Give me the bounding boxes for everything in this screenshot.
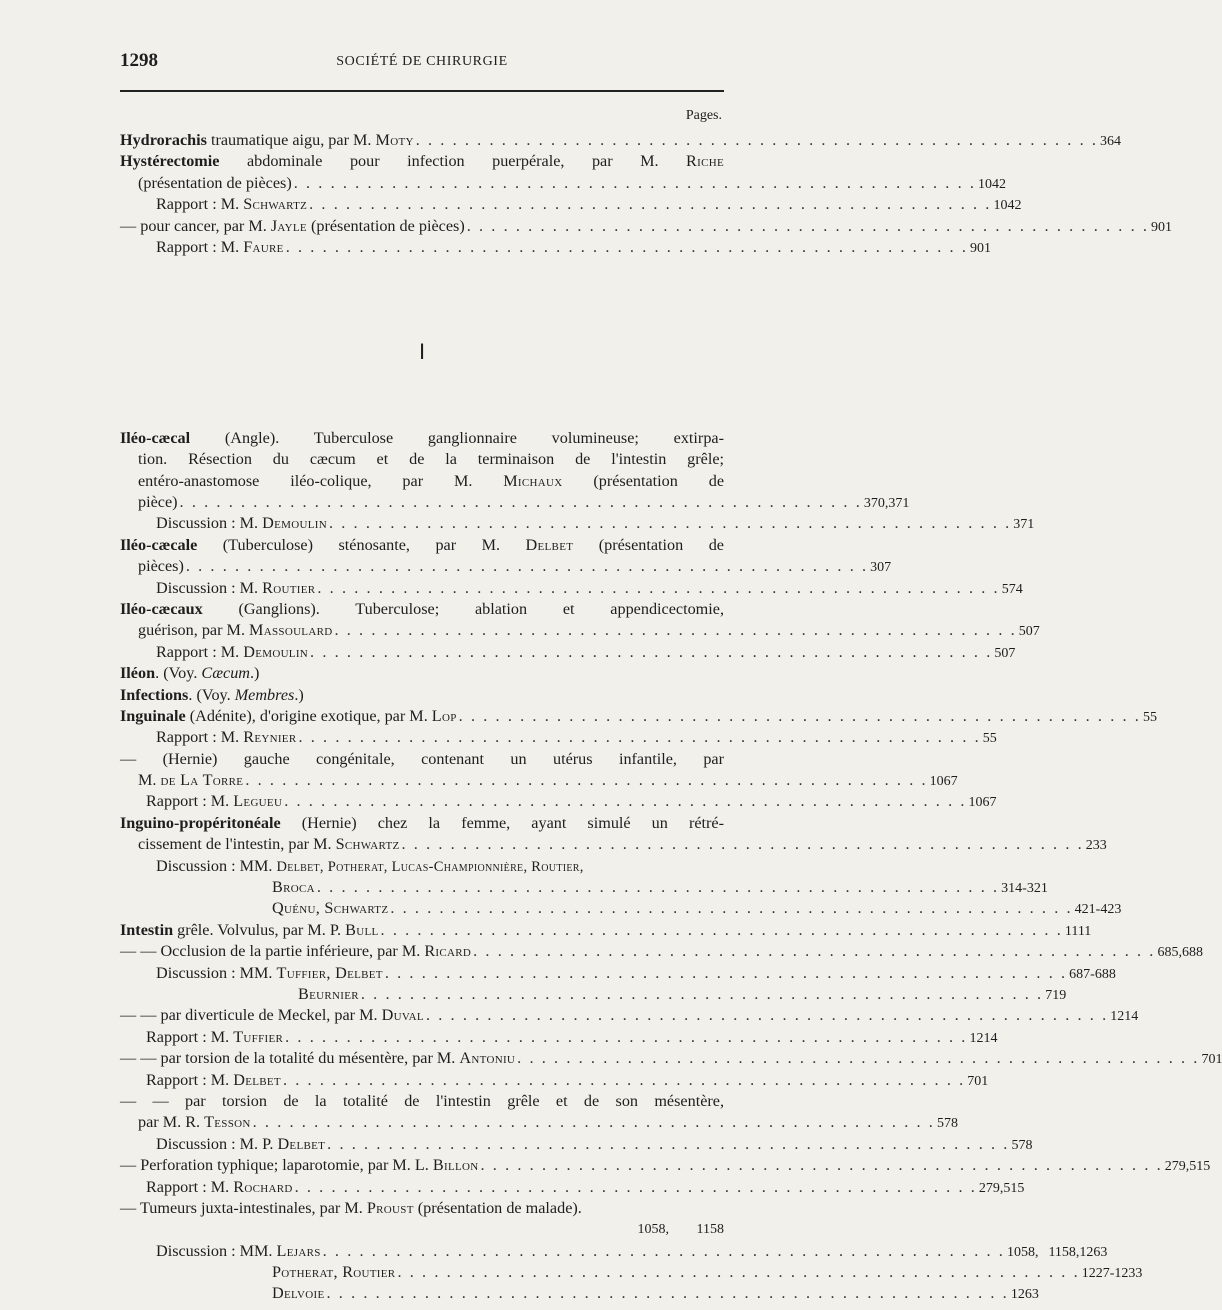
author-name: Delvoie [272, 1284, 325, 1303]
dot-leader: . . . . . . . . . . . . . . . . . . . . . . . . . . . . . . . . . . . . . . . . . . . . . . . . . . . . . . . . [293, 173, 977, 192]
index-entry-continued: pièces) . . . . . . . . . . . . . . . . . . . . . . . . . . . . . . . . . . . . . . . . . . . . . . . . . . . . . . . . 307 [120, 556, 724, 577]
author-name: Beurnier [298, 985, 359, 1003]
dot-leader: . . . . . . . . . . . . . . . . . . . . . . . . . . . . . . . . . . . . . . . . . . . . . . . . . . . . . . . . [397, 1263, 1080, 1282]
author-name: Moty [375, 131, 414, 149]
page-ref: 688 [1094, 966, 1116, 982]
author-name: Antoniu [459, 1049, 516, 1068]
page-ref: 233 [1085, 838, 1107, 854]
dot-leader: . . . . . . . . . . . . . . . . . . . . . . . . . . . . . . . . . . . . . . . . . . . . . . . . . . . . . . . . [517, 1049, 1200, 1068]
author-name: Rochard [233, 1177, 293, 1196]
author-name: Broca [272, 878, 315, 897]
page-ref: 371 [1013, 517, 1035, 533]
author-name: Reynier [243, 728, 297, 747]
index-subentry: — — par torsion de la totalité de l'intestin grêle et de son mésentère, [120, 1091, 724, 1110]
page-ref: 574 [1001, 581, 1023, 597]
page-ref: 371 [888, 496, 910, 512]
dot-leader: . . . . . . . . . . . . . . . . . . . . . . . . . . . . . . . . . . . . . . . . . . . . . . . . . . . . . . . . [294, 1177, 977, 1196]
index-subentry: — pour cancer, par M. Jayle (présentation de pièces) . . . . . . . . . . . . . . . . . . . . . . . . . . . . . . . . . . . . . . . . . . . . . . . . . . . . . . . . 901 [120, 216, 724, 237]
index-subentry: Rapport : M. Tuffier . . . . . . . . . . . . . . . . . . . . . . . . . . . . . . . . . . . . . . . . . . . . . . . . . . . . . . . . 1214 [120, 1027, 724, 1048]
index-subentry: — Tumeurs juxta-intestinales, par M. Proust (présentation de malade). [120, 1198, 582, 1217]
section-gap [120, 371, 724, 428]
author-name: Lejars [276, 1241, 321, 1260]
author-name: Schwartz [243, 195, 308, 214]
dot-leader: . . . . . . . . . . . . . . . . . . . . . . . . . . . . . . . . . . . . . . . . . . . . . . . . . . . . . . . . [466, 216, 1150, 235]
page-ref: 55 [982, 731, 997, 747]
dot-leader: . . . . . . . . . . . . . . . . . . . . . . . . . . . . . . . . . . . . . . . . . . . . . . . . . . . . . . . . [415, 131, 1099, 149]
index-subentry: Rapport : M. Legueu . . . . . . . . . . . . . . . . . . . . . . . . . . . . . . . . . . . . . . . . . . . . . . . . . . . . . . . . 1067 [120, 791, 724, 812]
cross-reference: Cæcum [201, 664, 250, 683]
page-ref: 1058, [1006, 1244, 1039, 1260]
page-ref: 423 [1100, 902, 1122, 918]
index-entry: Iléon. (Voy. Cæcum.) [120, 664, 260, 683]
dot-leader: . . . . . . . . . . . . . . . . . . . . . . . . . . . . . . . . . . . . . . . . . . . . . . . . . . . . . . . . [179, 493, 862, 512]
index-subentry: — Perforation typhique; laparotomie, par M. L. Billon . . . . . . . . . . . . . . . . . . . . . . . . . . . . . . . . . . . . . . . . . . . . . . . . . . . . . . . . 279, 515 [120, 1155, 724, 1176]
index-entry-continued: M. de La Torre . . . . . . . . . . . . . . . . . . . . . . . . . . . . . . . . . . . . . . . . . . . . . . . . . . . . . . . . 1067 [120, 770, 724, 791]
dot-leader: . . . . . . . . . . . . . . . . . . . . . . . . . . . . . . . . . . . . . . . . . . . . . . . . . . . . . . . . [390, 899, 1073, 918]
author-name: Ricard [424, 942, 472, 961]
author-name: Massoulard [249, 621, 333, 640]
section-letter-heading: I [418, 338, 426, 364]
dot-leader: . . . . . . . . . . . . . . . . . . . . . . . . . . . . . . . . . . . . . . . . . . . . . . . . . . . . . . . . [384, 963, 1068, 982]
author-name: Schwartz [335, 835, 400, 854]
dot-leader: . . . . . . . . . . . . . . . . . . . . . . . . . . . . . . . . . . . . . . . . . . . . . . . . . . . . . . . . [285, 237, 968, 256]
page-ref: 687- [1069, 966, 1095, 982]
index-subentry-continued [120, 877, 1048, 898]
index-subentry: Rapport : M. Schwartz . . . . . . . . . . . . . . . . . . . . . . . . . . . . . . . . . . . . . . . . . . . . . . . . . . . . . . . . 1042 [120, 194, 724, 215]
dot-leader: . . . . . . . . . . . . . . . . . . . . . . . . . . . . . . . . . . . . . . . . . . . . . . . . . . . . . . . . [425, 1006, 1109, 1025]
page-ref: 55 [1142, 709, 1157, 725]
entry-term: Iléo-cæcal [120, 428, 191, 447]
page-ref: 578 [1011, 1137, 1033, 1153]
page-ref: 321 [1026, 881, 1048, 897]
index-entry: Iléo-cæcal (Angle). Tuberculose ganglionnaire volumineuse; extirpa- [120, 428, 724, 447]
page-ref: 507 [1018, 624, 1040, 640]
index-entry: Iléo-cæcaux (Ganglions). Tuberculose; ablation et appendicectomie, [120, 599, 724, 618]
entry-term: Infections [120, 685, 189, 704]
dot-leader: . . . . . . . . . . . . . . . . . . . . . . . . . . . . . . . . . . . . . . . . . . . . . . . . . . . . . . . . [310, 642, 993, 661]
author-name: Quénu, Schwartz [272, 899, 389, 918]
dot-leader: . . . . . . . . . . . . . . . . . . . . . . . . . . . . . . . . . . . . . . . . . . . . . . . . . . . . . . . . [316, 878, 1000, 897]
cross-reference: Membres [234, 685, 295, 704]
index-subentry: — — Occlusion de la partie inférieure, par M. Ricard . . . . . . . . . . . . . . . . . . . . . . . . . . . . . . . . . . . . . . . . . . . . . . . . . . . . . . . . 685, 688 [120, 941, 724, 962]
index-subentry: Discussion : MM. Delbet, Potherat, Lucas-Championnière, Routier, [156, 856, 584, 875]
page-number: 1298 [120, 50, 158, 71]
page-ref: 701 [1201, 1052, 1222, 1068]
author-name: Faure [243, 237, 284, 256]
page-ref: 1042 [993, 198, 1022, 214]
dot-leader: . . . . . . . . . . . . . . . . . . . . . . . . . . . . . . . . . . . . . . . . . . . . . . . . . . . . . . . . [380, 920, 1063, 939]
page-ref: 1042 [978, 176, 1007, 192]
dot-leader: . . . . . . . . . . . . . . . . . . . . . . . . . . . . . . . . . . . . . . . . . . . . . . . . . . . . . . . . [480, 1156, 1163, 1175]
index-entry-continued: cissement de l'intestin, par M. Schwartz . . . . . . . . . . . . . . . . . . . . . . . . . . . . . . . . . . . . . . . . . . . . . . . . . . . . . . . . 233 [120, 834, 724, 855]
author-name: Demoulin [262, 514, 327, 533]
author-name: Duval [381, 1006, 424, 1025]
dot-leader: . . . . . . . . . . . . . . . . . . . . . . . . . . . . . . . . . . . . . . . . . . . . . . . . . . . . . . . . [284, 792, 967, 811]
index-subentry: Discussion : MM. Tuffier, Delbet . . . . . . . . . . . . . . . . . . . . . . . . . . . . . . . . . . . . . . . . . . . . . . . . . . . . . . . . 687- 688 [120, 963, 724, 984]
index-entry-continued: pièce) . . . . . . . . . . . . . . . . . . . . . . . . . . . . . . . . . . . . . . . . . . . . . . . . . . . . . . . . 370, 371 [120, 492, 724, 513]
index-subentry: — (Hernie) gauche congénitale, contenant un utérus infantile, par [120, 749, 724, 768]
pages-column-label: Pages. [685, 108, 722, 123]
page-ref: 314- [1001, 881, 1027, 897]
index-entry-continued: (présentation de pièces) . . . . . . . . . . . . . . . . . . . . . . . . . . . . . . . . . . . . . . . . . . . . . . . . . . . . . . . . 1042 [120, 173, 724, 194]
dot-leader: . . . . . . . . . . . . . . . . . . . . . . . . . . . . . . . . . . . . . . . . . . . . . . . . . . . . . . . . [328, 514, 1012, 533]
author-name: Delbet [233, 1070, 281, 1089]
author-name: de La Torre [160, 771, 244, 790]
dot-leader: . . . . . . . . . . . . . . . . . . . . . . . . . . . . . . . . . . . . . . . . . . . . . . . . . . . . . . . . [185, 557, 869, 576]
page-ref: 1214 [1110, 1009, 1139, 1025]
entry-term: Iléo-cæcale [120, 535, 198, 554]
entry-term: Inguino-propéritonéale [120, 813, 281, 832]
index-entries [120, 130, 1222, 1305]
dot-leader: . . . . . . . . . . . . . . . . . . . . . . . . . . . . . . . . . . . . . . . . . . . . . . . . . . . . . . . . [401, 835, 1084, 854]
index-subentry: Rapport : M. Demoulin . . . . . . . . . . . . . . . . . . . . . . . . . . . . . . . . . . . . . . . . . . . . . . . . . . . . . . . . 507 [120, 642, 724, 663]
author-name: Legueu [233, 792, 283, 811]
entry-term: Hydrorachis [120, 131, 207, 149]
journal-title: SOCIÉTÉ DE CHIRURGIE [336, 54, 508, 69]
page-ref: 370, [863, 496, 889, 512]
index-subentry: Rapport : M. Reynier . . . . . . . . . . . . . . . . . . . . . . . . . . . . . . . . . . . . . . . . . . . . . . . . . . . . . . . . 55 [120, 727, 724, 748]
page-ref: 307 [870, 560, 892, 576]
index-subentry: Discussion : M. Routier . . . . . . . . . . . . . . . . . . . . . . . . . . . . . . . . . . . . . . . . . . . . . . . . . . . . . . . . 574 [120, 578, 724, 599]
index-entry: Inguinale (Adénite), d'origine exotique, par M. Lop . . . . . . . . . . . . . . . . . . . . . . . . . . . . . . . . . . . . . . . . . . . . . . . . . . . . . . . . 55 [120, 706, 724, 727]
dot-leader: . . . . . . . . . . . . . . . . . . . . . . . . . . . . . . . . . . . . . . . . . . . . . . . . . . . . . . . . [309, 195, 992, 214]
index-subentry: Rapport : M. Faure . . . . . . . . . . . . . . . . . . . . . . . . . . . . . . . . . . . . . . . . . . . . . . . . . . . . . . . . 901 [120, 237, 724, 258]
index-subentry: Discussion : M. Demoulin . . . . . . . . . . . . . . . . . . . . . . . . . . . . . . . . . . . . . . . . . . . . . . . . . . . . . . . . 371 [120, 513, 724, 534]
index-entry-continued [120, 1219, 724, 1240]
index-subentry: — — par diverticule de Meckel, par M. Duval . . . . . . . . . . . . . . . . . . . . . . . . . . . . . . . . . . . . . . . . . . . . . . . . . . . . . . . . 1214 [120, 1005, 724, 1026]
dot-leader: . . . . . . . . . . . . . . . . . . . . . . . . . . . . . . . . . . . . . . . . . . . . . . . . . . . . . . . . [334, 621, 1017, 640]
index-subentry-continued [120, 984, 1067, 1005]
page-ref: 1111 [1064, 923, 1092, 939]
author-name: Delbet [525, 535, 574, 554]
dot-leader: . . . . . . . . . . . . . . . . . . . . . . . . . . . . . . . . . . . . . . . . . . . . . . . . . . . . . . . . [285, 1027, 968, 1046]
index-entry-continued: guérison, par M. Massoulard . . . . . . . . . . . . . . . . . . . . . . . . . . . . . . . . . . . . . . . . . . . . . . . . . . . . . . . . 507 [120, 620, 724, 641]
index-entry: Hydrorachis traumatique aigu, par M. Moty . . . . . . . . . . . . . . . . . . . . . . . . . . . . . . . . . . . . . . . . . . . . . . . . . . . . . . . . 364 [120, 130, 724, 151]
page-ref: 1058, [637, 1222, 669, 1238]
index-entry-continued: tion. Résection du cæcum et de la terminaison de l'intestin grêle; [138, 450, 724, 469]
index-entry: Infections. (Voy. Membres.) [120, 685, 304, 704]
page-ref: 515 [1003, 1180, 1025, 1196]
section-gap [120, 258, 724, 332]
dot-leader: . . . . . . . . . . . . . . . . . . . . . . . . . . . . . . . . . . . . . . . . . . . . . . . . . . . . . . . . [327, 1134, 1010, 1153]
page-ref: 507 [994, 645, 1016, 661]
page-ref: 1214 [969, 1030, 998, 1046]
author-name: Bull [345, 920, 379, 939]
author-name: Michaux [503, 471, 563, 490]
author-name: Routier [262, 578, 316, 597]
index-entry: Iléo-cæcale (Tuberculose) sténosante, par M. Delbet (présentation de [120, 535, 724, 554]
author-name: Delbet [277, 1134, 326, 1153]
author-name: Potherat, Routier [272, 1263, 396, 1282]
index-subentry-continued [120, 898, 1122, 919]
index-subentry: Rapport : M. Delbet . . . . . . . . . . . . . . . . . . . . . . . . . . . . . . . . . . . . . . . . . . . . . . . . . . . . . . . . 701 [120, 1070, 724, 1091]
author-name: Demoulin [243, 642, 309, 661]
page-ref: 1067 [929, 774, 958, 790]
dot-leader: . . . . . . . . . . . . . . . . . . . . . . . . . . . . . . . . . . . . . . . . . . . . . . . . . . . . . . . . [458, 706, 1141, 725]
page-ref: 1227- [1081, 1266, 1115, 1282]
header-rule [120, 90, 724, 92]
entry-term: Iléon [120, 664, 156, 683]
page-ref: 701 [967, 1073, 989, 1089]
page-ref: 901 [1151, 219, 1173, 235]
page-ref: 1067 [968, 795, 997, 811]
dot-leader: . . . . . . . . . . . . . . . . . . . . . . . . . . . . . . . . . . . . . . . . . . . . . . . . . . . . . . . . [252, 1113, 935, 1132]
dot-leader: . . . . . . . . . . . . . . . . . . . . . . . . . . . . . . . . . . . . . . . . . . . . . . . . . . . . . . . . [322, 1241, 1005, 1260]
page-ref: 1158, [1048, 1244, 1080, 1260]
dot-leader: . . . . . . . . . . . . . . . . . . . . . . . . . . . . . . . . . . . . . . . . . . . . . . . . . . . . . . . . [245, 771, 928, 790]
index-entry: Intestin grêle. Volvulus, par M. P. Bull . . . . . . . . . . . . . . . . . . . . . . . . . . . . . . . . . . . . . . . . . . . . . . . . . . . . . . . . 1111 [120, 920, 724, 941]
page-ref: 1263 [1079, 1244, 1108, 1260]
index-subentry: Discussion : M. P. Delbet . . . . . . . . . . . . . . . . . . . . . . . . . . . . . . . . . . . . . . . . . . . . . . . . . . . . . . . . 578 [120, 1134, 724, 1155]
page-ref: 279, [978, 1180, 1004, 1196]
dot-leader: . . . . . . . . . . . . . . . . . . . . . . . . . . . . . . . . . . . . . . . . . . . . . . . . . . . . . . . . [360, 985, 1044, 1003]
author-name: Lop [431, 706, 457, 725]
page-ref: 901 [970, 240, 991, 256]
author-name: Riche [686, 152, 724, 171]
dot-leader: . . . . . . . . . . . . . . . . . . . . . . . . . . . . . . . . . . . . . . . . . . . . . . . . . . . . . . . . [317, 578, 1000, 597]
page-ref: 279, [1164, 1159, 1190, 1175]
author-name: Tuffier [233, 1027, 284, 1046]
page-ref: 685, [1157, 945, 1182, 961]
page-ref: 364 [1100, 134, 1122, 149]
page-ref: 719 [1045, 988, 1067, 1003]
entry-term: Inguinale [120, 706, 186, 725]
author-name: Tesson [204, 1113, 251, 1132]
index-subentry: Discussion : MM. Lejars . . . . . . . . . . . . . . . . . . . . . . . . . . . . . . . . . . . . . . . . . . . . . . . . . . . . . . . . 1058, 1158, 1263 [120, 1241, 724, 1262]
entry-term: Hystérectomie [120, 152, 220, 171]
page-ref: 1233 [1114, 1266, 1143, 1282]
page-ref: 1263 [1010, 1287, 1039, 1303]
running-head [120, 46, 724, 74]
page-ref: 421- [1074, 902, 1101, 918]
page-ref: 578 [936, 1116, 958, 1132]
author-name: Delbet, Potherat, Lucas-Championnière, Routier, [276, 858, 584, 875]
index-subentry-continued [120, 1283, 1039, 1304]
author-name: Jayle [270, 216, 307, 235]
dot-leader: . . . . . . . . . . . . . . . . . . . . . . . . . . . . . . . . . . . . . . . . . . . . . . . . . . . . . . . . [282, 1070, 966, 1089]
index-entry-continued: par M. R. Tesson . . . . . . . . . . . . . . . . . . . . . . . . . . . . . . . . . . . . . . . . . . . . . . . . . . . . . . . . 578 [120, 1112, 724, 1133]
page-ref: 1158 [696, 1222, 724, 1238]
dot-leader: . . . . . . . . . . . . . . . . . . . . . . . . . . . . . . . . . . . . . . . . . . . . . . . . . . . . . . . . [473, 942, 1156, 961]
page-ref: 515 [1189, 1159, 1211, 1175]
index-entry: Inguino-propéritonéale (Hernie) chez la femme, ayant simulé un rétré- [120, 813, 724, 832]
dot-leader: . . . . . . . . . . . . . . . . . . . . . . . . . . . . . . . . . . . . . . . . . . . . . . . . . . . . . . . . [298, 728, 981, 747]
page-ref: 688 [1181, 945, 1203, 961]
author-name: Proust [366, 1198, 414, 1217]
index-entry: Hystérectomie abdominale pour infection puerpérale, par M. Riche [120, 152, 724, 171]
dot-leader: . . . . . . . . . . . . . . . . . . . . . . . . . . . . . . . . . . . . . . . . . . . . . . . . . . . . . . . . [326, 1284, 1009, 1303]
index-subentry: — — par torsion de la totalité du mésentère, par M. Antoniu . . . . . . . . . . . . . . . . . . . . . . . . . . . . . . . . . . . . . . . . . . . . . . . . . . . . . . . . 701 [120, 1048, 724, 1069]
index-entry-continued: entéro-anastomose iléo-colique, par M. Michaux (présentation de [138, 471, 724, 490]
index-subentry-continued [120, 1262, 1143, 1283]
author-name: Billon [432, 1156, 479, 1175]
entry-term: Iléo-cæcaux [120, 599, 203, 618]
entry-term: Intestin [120, 920, 174, 939]
index-subentry: Rapport : M. Rochard . . . . . . . . . . . . . . . . . . . . . . . . . . . . . . . . . . . . . . . . . . . . . . . . . . . . . . . . 279, 515 [120, 1177, 724, 1198]
author-name: Tuffier, Delbet [276, 963, 383, 982]
